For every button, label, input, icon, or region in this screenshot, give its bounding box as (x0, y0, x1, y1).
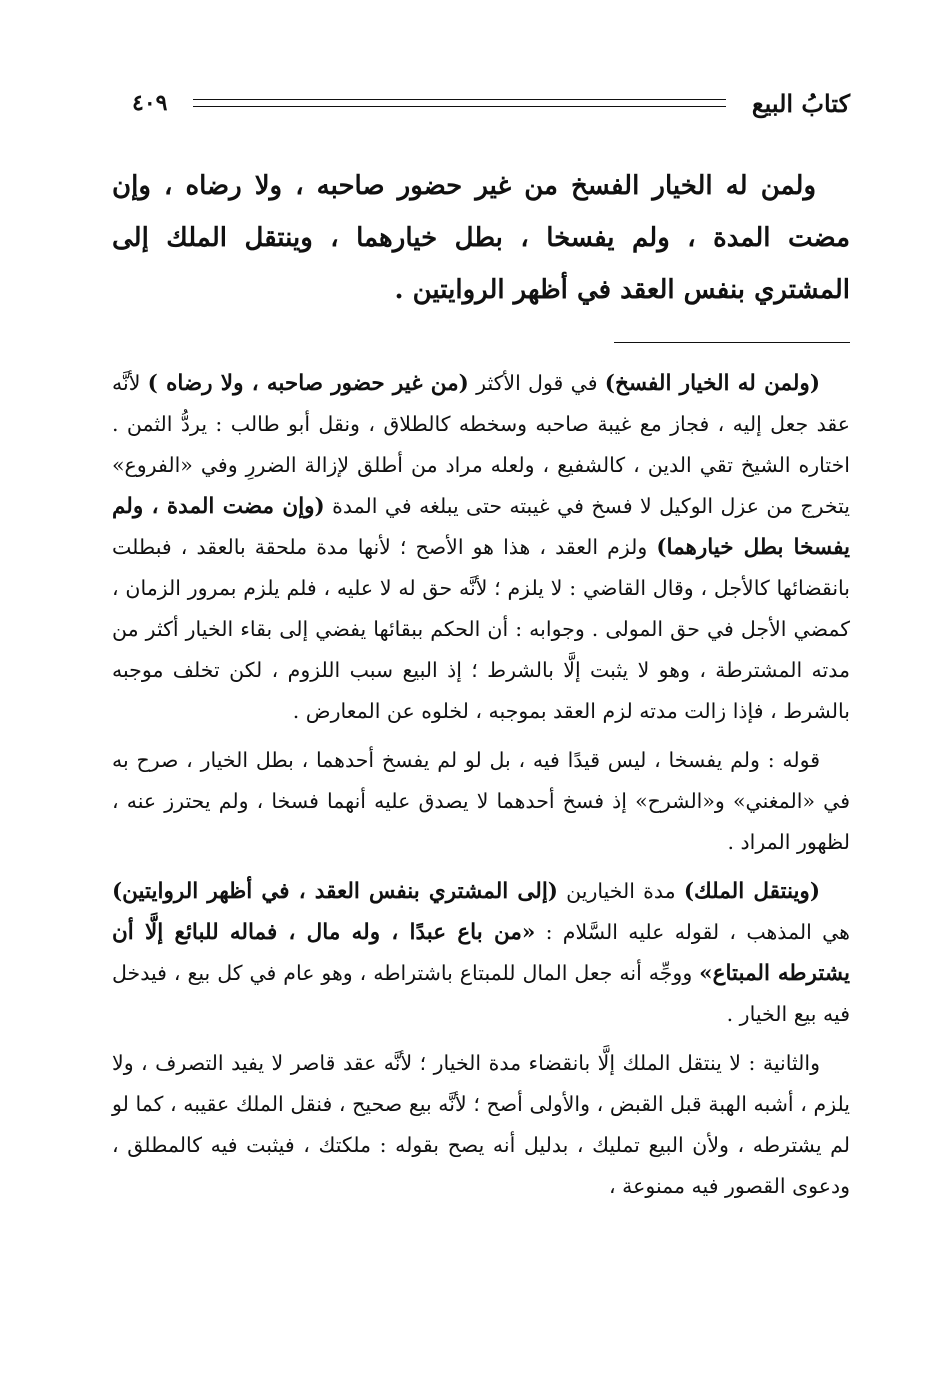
commentary-text: ولزم العقد ، هذا هو الأصح ؛ لأنها مدة ملحقة بالعقد ، فبطلت بانقضائها كالأجل ، وقال القاضي : لا يلزم ؛ لأنَّه حق له لا عليه ، فلم يلزم بمرور الزمان ، كمضي الأجل في حق المولى . وجوابه : أن الحكم ببقائها يفضي إلى بقاء الخيار أكثر من مدته المشترطة ، وهو لا يثبت إلَّا بالشرط ؛ إذ البيع سبب اللزوم ، لكن تخلف موجبه بالشرط ، فإذا زالت مدته لزم العقد بموجبه ، لخلوه عن المعارض . (112, 535, 850, 723)
quoted-hadith: «من باع عبدًا ، وله مال ، فماله للبائع إلَّا أن يشترطه المبتاع» (112, 920, 850, 986)
footnote-separator (614, 342, 850, 343)
commentary-paragraph-4: والثانية : لا ينتقل الملك إلَّا بانقضاء مدة الخيار ؛ لأنَّه عقد قاصر لا يفيد التصرف ، ولا يلزم ، أشبه الهبة قبل القبض ، والأولى أصح ؛ لأنَّه بيع صحيح ، فنقل الملك عقيبه ، كما لو لم يشترطه ، ولأن البيع تمليك ، بدليل أنه يصح بقوله : ملكتك ، فيثبت فيه كالمطلق ، ودعوى القصور فيه ممنوعة ، (112, 1051, 851, 1198)
running-title: كتابُ البيع (751, 88, 850, 118)
commentary-paragraph-1 (112, 363, 850, 732)
book-page (112, 78, 850, 1215)
commentary-text: ووجِّه أنه جعل المال للمبتاع باشتراطه ، وهو عام في كل بيع ، فيدخل فيه بيع الخيار . (112, 961, 850, 1026)
commentary-paragraph-2: قوله : ولم يفسخا ، ليس قيدًا فيه ، بل لو لم يفسخ أحدهما ، بطل الخيار ، صرح به في «المغني» و«الشرح» إذ فسخ أحدهما لا يصدق عليه أنهما فسخا ، ولم يحترز عنه ، لظهور المراد . (112, 748, 850, 854)
quoted-matn: (إلى المشتري بنفس العقد ، في أظهر الروايتين) (112, 879, 558, 904)
commentary-text: في قول الأكثر (468, 371, 605, 395)
page-header (112, 78, 850, 128)
commentary-text: هي المذهب ، لقوله عليه السَّلام : (535, 920, 850, 944)
commentary-text: لأنَّه عقد جعل إليه ، فجاز مع غيبة صاحبه وسخطه كالطلاق ، ونقل أبو طالب : يردُّ الثمن . اختاره الشيخ تقي الدين ، كالشفيع ، ولعله مراد من أطلق لإزالة الضررِ وفي «الفروع» يتخرج من عزل الوكيل لا فسخ في غيبته حتى يبلغه في المدة (112, 371, 850, 518)
quoted-matn: (وإن مضت المدة ، ولم يفسخا بطل خيارهما) (112, 494, 850, 560)
page-number: ٤٠٩ (132, 90, 168, 116)
commentary-paragraph-3 (112, 871, 850, 1035)
commentary (112, 363, 850, 1207)
quoted-matn: (ولمن له الخيار الفسخ) (604, 371, 820, 396)
quoted-matn: (من غير حضور صاحبه ، ولا رضاه ) (147, 371, 469, 396)
quoted-matn: (وينتقل الملك) (683, 879, 820, 904)
header-rule (193, 99, 725, 107)
main-text: ولمن له الخيار الفسخ من غير حضور صاحبه ، ولا رضاه ، وإن مضت المدة ، ولم يفسخا ، بطل خيارهما ، وينتقل الملك إلى المشتري بنفس العقد في أظهر الروايتين . (112, 171, 850, 305)
commentary-text: مدة الخيارين (557, 879, 684, 903)
